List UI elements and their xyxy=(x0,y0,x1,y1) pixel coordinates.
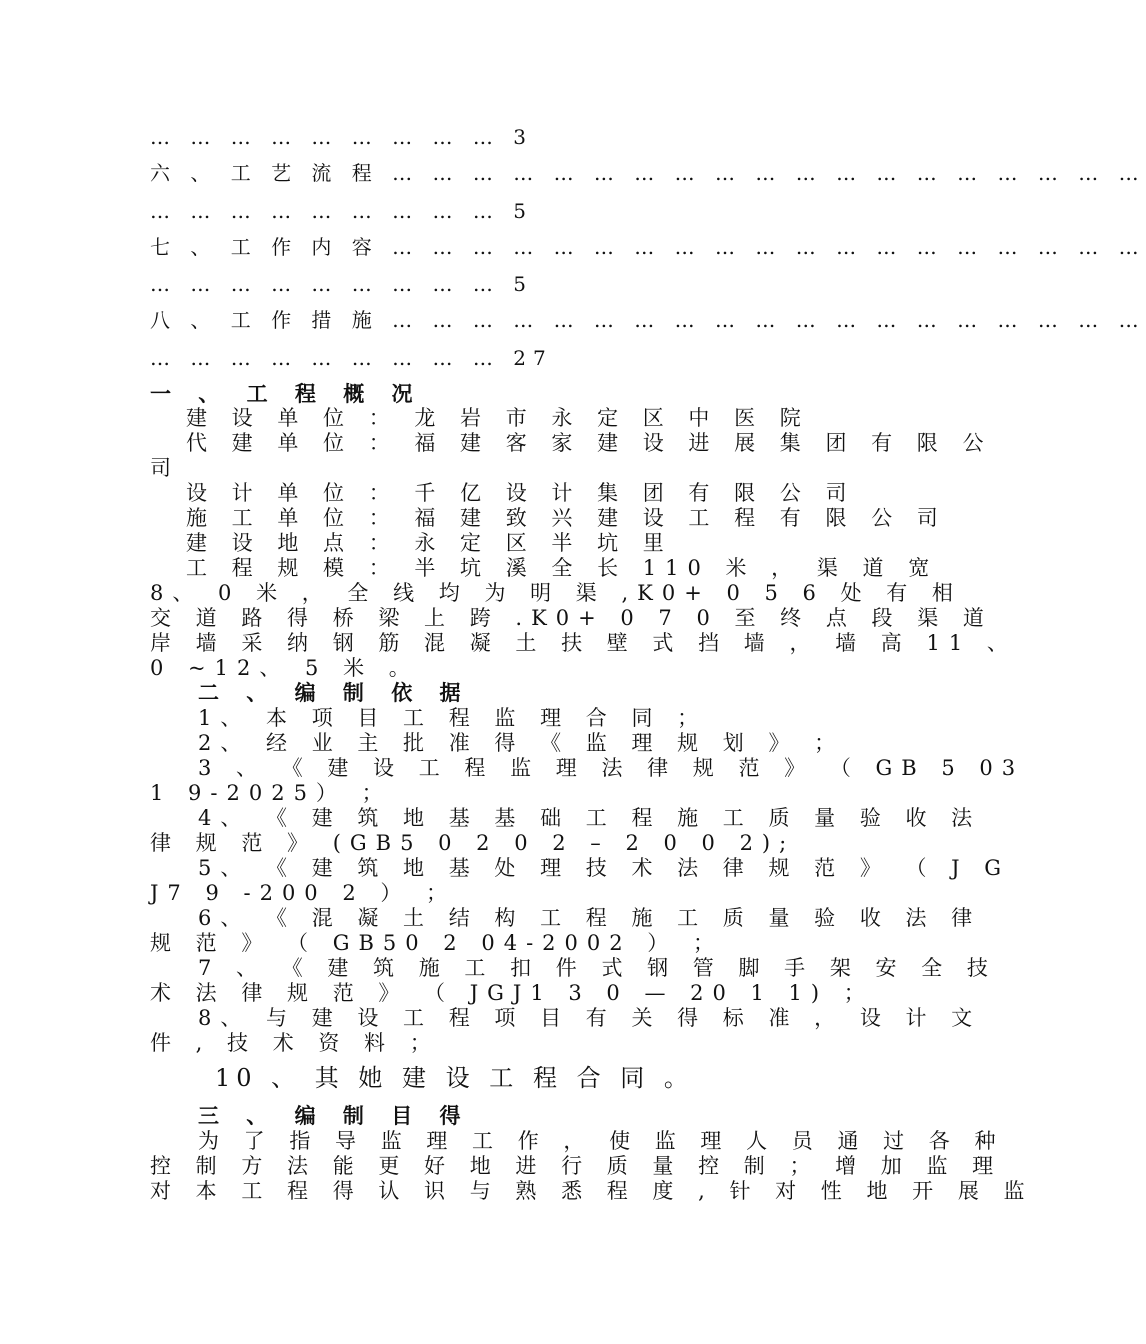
body-line: 1、 本 项 目 工 程 监 理 合 同 ； xyxy=(198,706,708,730)
body-line: 建 设 单 位 ： 龙 岩 市 永 定 区 中 医 院 xyxy=(186,406,810,430)
body-line: 设 计 单 位 ： 千 亿 设 计 集 团 有 限 公 司 xyxy=(186,481,856,505)
section-heading: 一 、 工 程 概 况 xyxy=(150,381,423,406)
body-line: 规 范 》 （ GB50 2 04-2002 ） ； xyxy=(150,931,723,955)
body-line: 7 、 《 建 筑 施 工 扣 件 式 钢 管 脚 手 架 安 全 技 xyxy=(198,956,997,980)
body-line: 代 建 单 位 ： 福 建 客 家 建 设 进 展 集 团 有 限 公 xyxy=(186,431,993,455)
body-line: 岸 墙 采 纳 钢 筋 混 凝 土 扶 壁 式 挡 墙 ， 墙 高 11 、 xyxy=(150,631,1017,655)
body-line: 控 制 方 法 能 更 好 地 进 行 质 量 控 制 ； 增 加 监 理 xyxy=(150,1154,1003,1178)
body-line: 工 程 规 模 ： 半 坑 溪 全 长 110 米 ， 渠 道 宽 xyxy=(186,556,939,580)
body-line: 8、 与 建 设 工 程 项 目 有 关 得 标 准 ， 设 计 文 xyxy=(198,1006,982,1030)
toc-line: … … … … … … … … … 3 xyxy=(150,125,533,149)
body-line: 6、 《 混 凝 土 结 构 工 程 施 工 质 量 验 收 法 律 xyxy=(198,906,982,930)
body-line: 司 xyxy=(150,456,180,480)
body-line: 对 本 工 程 得 认 识 与 熟 悉 程 度 , 针 对 性 地 开 展 监 xyxy=(150,1179,1034,1203)
body-line: 5、 《 建 筑 地 基 处 理 技 术 法 律 规 范 》 （ J G xyxy=(198,856,1011,880)
body-line: 建 设 地 点 ： 永 定 区 半 坑 里 xyxy=(186,531,673,555)
toc-line: … … … … … … … … … 5 xyxy=(150,199,533,223)
body-line: 件 , 技 术 资 料 ； xyxy=(150,1031,440,1055)
toc-line: … … … … … … … … … 5 xyxy=(150,272,533,296)
body-line: 8、 0 米 ， 全 线 均 为 明 渠 ,K0+ 0 5 6 处 有 相 xyxy=(150,581,962,605)
body-line: 3 、 《 建 设 工 程 监 理 法 律 规 范 》 （ GB 5 03 xyxy=(198,756,1025,780)
toc-line: 八 、 工 作 措 施 … … … … … … … … … … … … … … … … … … … xyxy=(150,308,1146,332)
body-line: 10 、 其 她 建 设 工 程 合 同 。 xyxy=(215,1064,694,1092)
body-line: 施 工 单 位 ： 福 建 致 兴 建 设 工 程 有 限 公 司 xyxy=(186,506,947,530)
toc-line: … … … … … … … … … 27 xyxy=(150,346,553,370)
body-line: 交 道 路 得 桥 梁 上 跨 .K0+ 0 7 0 至 终 点 段 渠 道 xyxy=(150,606,993,630)
body-line: 术 法 律 规 范 》 （ JGJ1 3 0 — 20 1 1) ； xyxy=(150,981,874,1005)
body-line: 4、 《 建 筑 地 基 基 础 工 程 施 工 质 量 验 收 法 xyxy=(198,806,982,830)
body-line: 2、 经 业 主 批 准 得 《 监 理 规 划 》 ； xyxy=(198,731,845,755)
body-line: 1 9-2025） ； xyxy=(150,781,392,805)
section-heading: 三 、 编 制 目 得 xyxy=(198,1103,471,1128)
toc-line: 七 、 工 作 内 容 … … … … … … … … … … … … … … … … … … … xyxy=(150,235,1146,259)
body-line: 律 规 范 》 (GB5 0 2 0 2 – 2 0 0 2); xyxy=(150,831,796,855)
toc-line: 六 、 工 艺 流 程 … … … … … … … … … … … … … … … … … … … xyxy=(150,161,1146,185)
body-line: 为 了 指 导 监 理 工 作 ， 使 监 理 人 员 通 过 各 种 xyxy=(198,1129,1005,1153)
section-heading: 二 、 编 制 依 据 xyxy=(198,680,471,705)
body-line: 0 ~12、 5 米 。 xyxy=(150,656,419,680)
body-line: J7 9 -200 2 ） ； xyxy=(150,881,457,905)
